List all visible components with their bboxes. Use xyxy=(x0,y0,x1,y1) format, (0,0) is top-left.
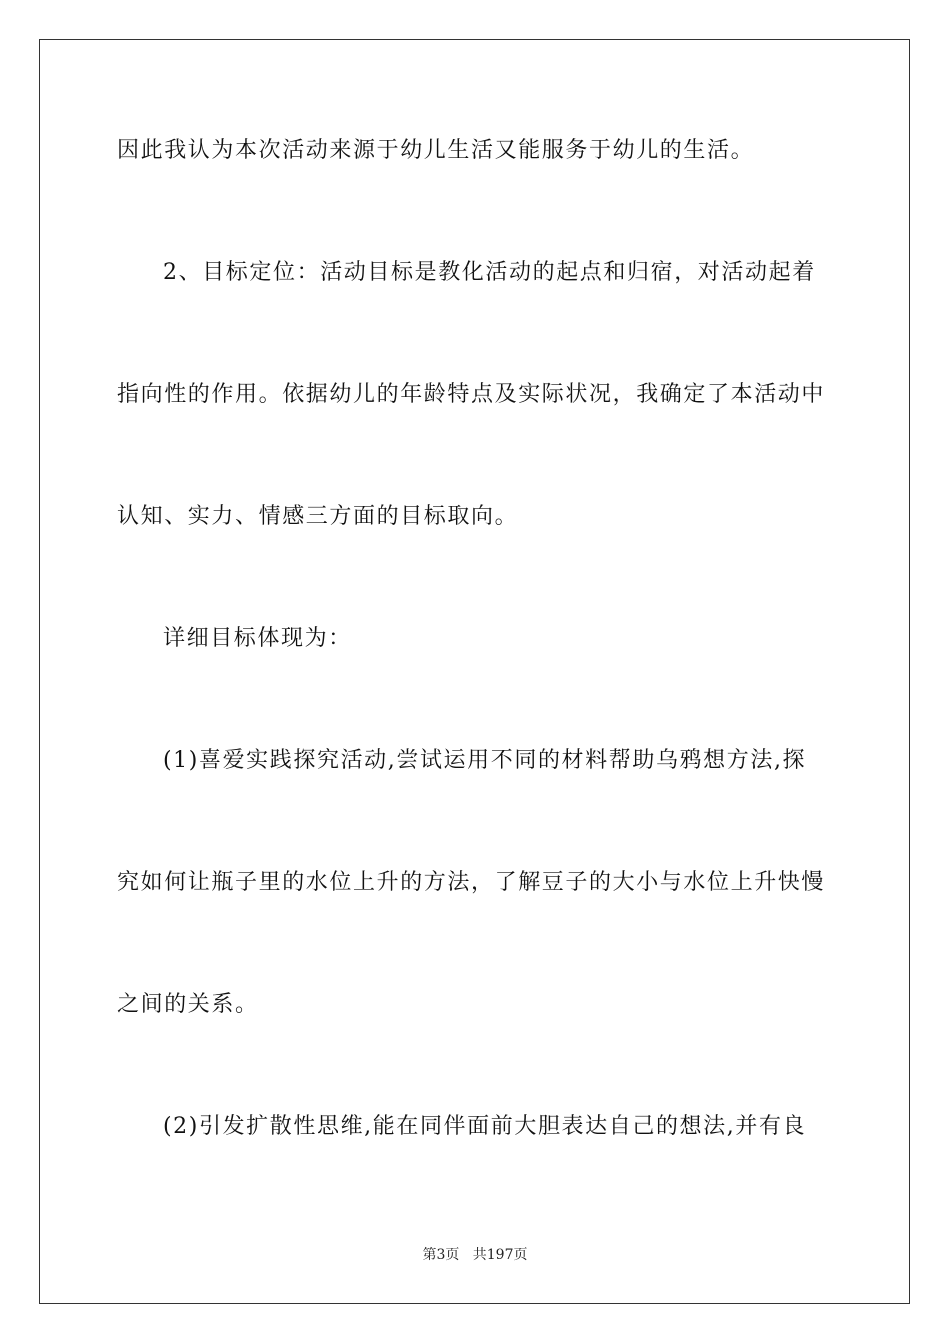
page-number: 第3页 xyxy=(422,1247,460,1263)
page-total: 共197页 xyxy=(472,1247,528,1263)
paragraph-line: 之间的关系。 xyxy=(117,992,259,1017)
paragraph-line: 因此我认为本次活动来源于幼儿生活又能服务于幼儿的生活。 xyxy=(117,138,755,163)
paragraph-line: 2、目标定位：活动目标是教化活动的起点和归宿，对活动起着 xyxy=(163,260,816,285)
page-footer xyxy=(0,1246,950,1264)
paragraph-line: 详细目标体现为： xyxy=(163,626,352,651)
paragraph-line: 指向性的作用。依据幼儿的年龄特点及实际状况，我确定了本活动中 xyxy=(117,382,826,407)
paragraph-line: (2)引发扩散性思维,能在同伴面前大胆表达自己的想法,并有良 xyxy=(163,1114,807,1139)
paragraph-line: 认知、实力、情感三方面的目标取向。 xyxy=(117,504,519,529)
paragraph-line: 究如何让瓶子里的水位上升的方法，了解豆子的大小与水位上升快慢 xyxy=(117,870,826,895)
paragraph-line: (1)喜爱实践探究活动,尝试运用不同的材料帮助乌鸦想方法,探 xyxy=(163,748,807,773)
